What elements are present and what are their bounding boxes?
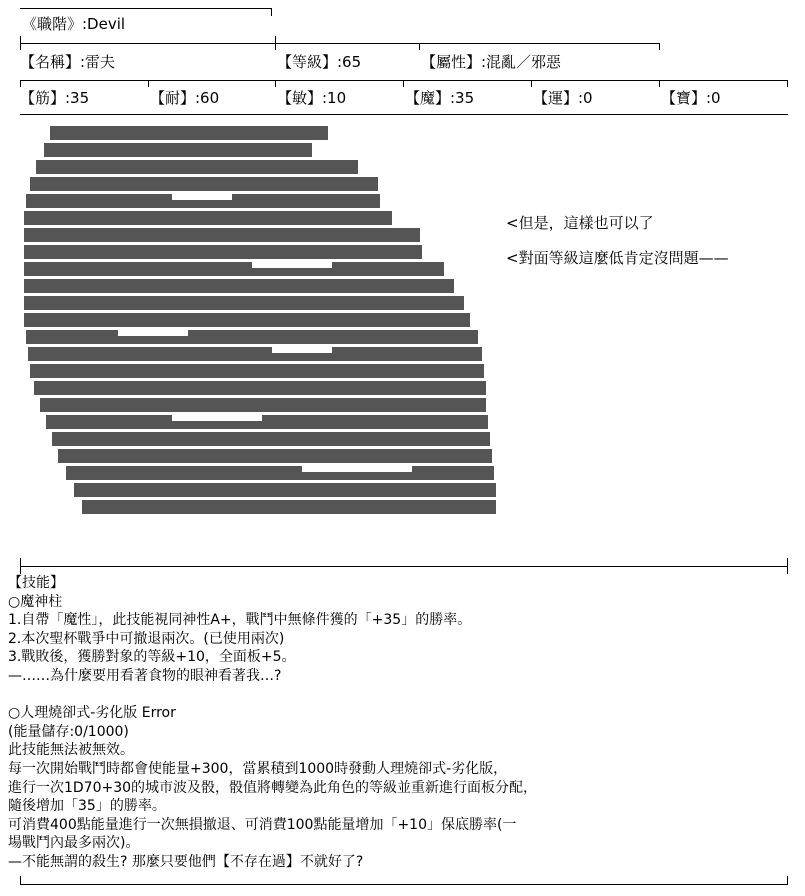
stat-np: 【寶】:0 [661,89,721,107]
skill-line: 此技能無法被無效。 [8,742,134,759]
stats-rule-3 [20,114,788,115]
skills-block [8,574,788,872]
skill-line: (能量儲存:0/1000) [8,723,129,740]
stat-mag: 【魔】:35 [405,89,475,107]
stats-rule-1 [20,43,660,44]
stats-rule-2-tick-f [659,80,660,87]
skill-line: ○魔神柱 [8,593,63,610]
skills-rule-top-tick-b [787,558,788,574]
stat-luck: 【運】:0 [533,89,593,107]
skills-rule-top-tick-a [20,558,21,574]
skill-line: 進行一次1D70+30的城市波及骰，骰值將轉變為此角色的等級並重新進行面板分配， [8,779,538,796]
stats-rule-2-tick-c [275,80,276,87]
skill-line: 2.本次聖杯戰爭中可撤退兩次。(已使用兩次) [8,630,285,647]
skill-line: 1.自帶「魔性」，此技能視同神性A+，戰鬥中無條件獲的「+35」的勝率。 [8,612,472,629]
stat-end: 【耐】:60 [150,89,220,107]
skills-rule-top [20,566,788,567]
skill-line: 3.戰敗後，獲勝對象的等級+10，全面板+5。 [8,649,296,666]
stats-rule-2-tick-d [403,80,404,87]
skill-line: —不能無謂的殺生? 那麼只要他們【不存在過】不就好了? [8,853,364,870]
job-label: 《職階》:Devil [22,15,126,33]
stats-rule-2-tick-a [20,80,21,87]
stat-alignment: 【屬性】:混亂／邪惡 [421,53,562,71]
job-rule [20,8,272,9]
skills-rule-bottom-tick-a [20,876,21,884]
skill-line [8,686,788,705]
skill-line: 場戰鬥內最多兩次)。 [8,835,140,852]
skill-line: 每一次開始戰鬥時都會使能量+300，當累積到1000時發動人理燒卻式-劣化版， [8,760,508,777]
skill-line: 隨後增加「35」的勝率。 [8,798,166,815]
skill-line: ○人理燒卻式-劣化版 Error [8,705,176,722]
stats-rule-2-tick-e [531,80,532,87]
skills-rule-bottom [20,884,788,885]
stats-rule-1-tick-b [275,36,276,50]
stats-rule-1-tick-a [20,36,21,50]
stats-rule-1-tick-d [659,43,660,50]
stats-rule-2-tick-g [787,80,788,87]
stats-rule-2 [20,80,788,81]
stats-rule-2-tick-b [148,80,149,87]
job-rule-tick [271,8,272,16]
dialogue-line-1: <但是，這樣也可以了 [506,214,654,232]
character-ascii-art [22,124,500,522]
skills-header: 【技能】 [8,575,64,591]
skills-rule-bottom-tick-b [787,876,788,884]
stats-rule-1-tick-c [419,43,420,50]
skill-line: —……為什麼要用看著食物的眼神看著我…? [8,667,282,684]
stat-level: 【等級】:65 [277,53,362,71]
dialogue-line-2: <對面等級這麼低肯定沒問題—— [506,249,729,267]
stat-agi: 【敏】:10 [277,89,347,107]
skill-line: 可消費400點能量進行一次無損撤退、可消費100點能量增加「+10」保底勝率(一 [8,816,517,833]
stat-name: 【名稱】:雷夫 [20,53,116,71]
stat-str: 【筋】:35 [20,89,90,107]
